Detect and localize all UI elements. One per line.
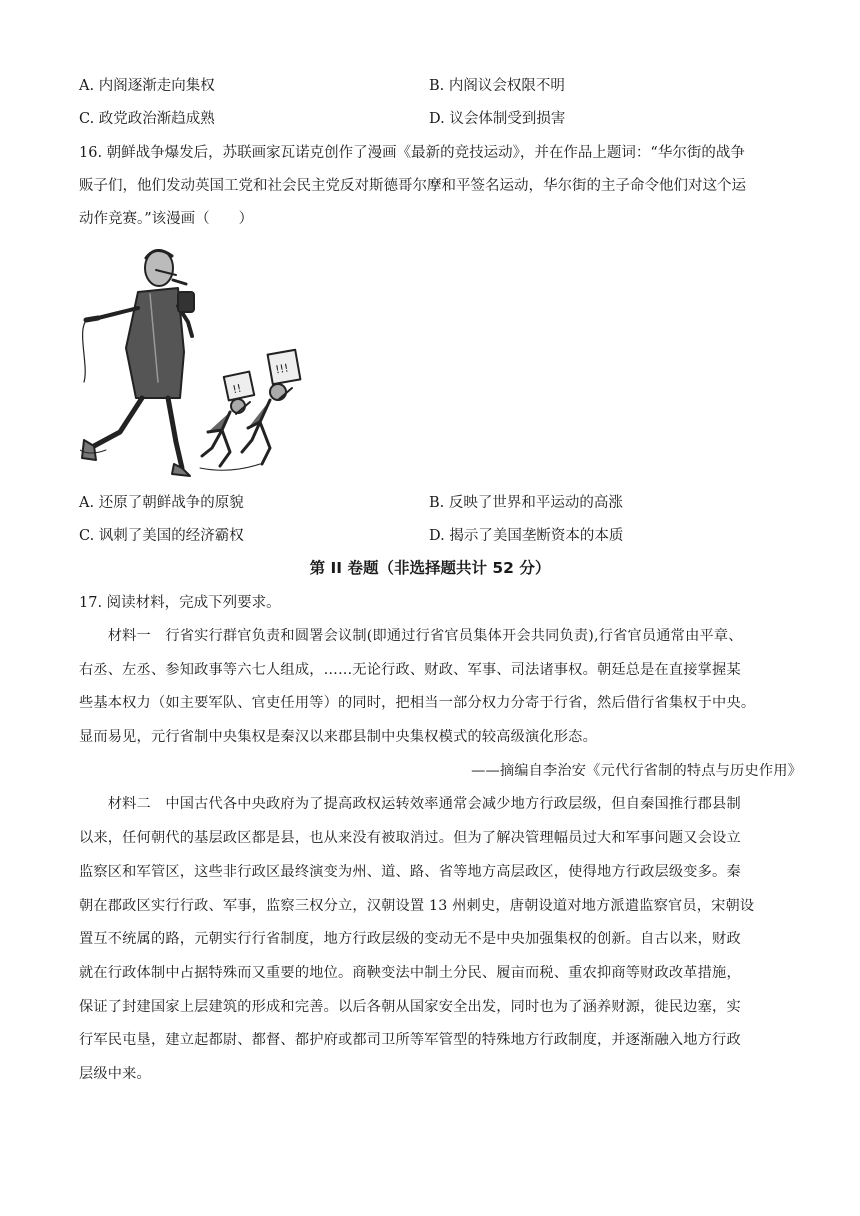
- material2-line-2: 以来，任何朝代的基层政区都是县，也从来没有被取消过。但为了解决管理幅员过大和军事问题又会设立: [79, 830, 741, 846]
- q15-option-d: D. 议会体制受到损害: [429, 111, 566, 127]
- material2-line-1: 材料二 中国古代各中央政府为了提高政权运转效率通常会减少地方行政层级，但自秦国推行郡县制: [79, 796, 741, 812]
- material2-line-9: 层级中来。: [79, 1066, 151, 1082]
- q16-stem-line-1: 16. 朝鲜战争爆发后，苏联画家瓦诺克创作了漫画《最新的竞技运动》，并在作品上题词：“华尔街的战争: [79, 145, 745, 161]
- material1-line-1: 材料一 行省实行群官负责和圆署会议制(即通过行省官员集体开会共同负责),行省官员通常由平章、: [79, 628, 743, 644]
- q15-option-b: B. 内阁议会权限不明: [429, 78, 565, 94]
- sign-left-text: !!: [231, 381, 243, 397]
- material2-line-8: 行军民屯垦，建立起都尉、都督、都护府或都司卫所等军管型的特殊地方行政制度，并逐渐融入地方行政: [79, 1032, 741, 1048]
- q17-stem: 17. 阅读材料，完成下列要求。: [79, 595, 281, 611]
- q15-option-a: A. 内阁逐渐走向集权: [79, 78, 215, 94]
- q16-option-d: D. 揭示了美国垄断资本的本质: [429, 528, 624, 544]
- material1-line-3: 些基本权力（如主要军队、官吏任用等）的同时，把相当一部分权力分寄于行省，然后借行省集权于中央。: [79, 695, 756, 711]
- sign-right-text: !!!: [274, 361, 290, 377]
- section-title: 第 II 卷题（非选择题共计 52 分）: [309, 559, 551, 577]
- material1-line-2: 右丞、左丞、参知政事等六七人组成，……无论行政、财政、军事、司法诸事权。朝廷总是在直接掌握某: [79, 662, 741, 678]
- material2-line-6: 就在行政体制中占据特殊而又重要的地位。商鞅变法中制土分民、履亩而税、重农抑商等财政改革措施，: [79, 965, 741, 981]
- q16-stem-line-3: 动作竞赛。”该漫画（ ）: [79, 211, 254, 227]
- material1-source: ——摘编自李治安《元代行省制的特点与历史作用》: [471, 763, 802, 779]
- material2-line-3: 监察区和军管区，这些非行政区最终演变为州、道、路、省等地方高层政区，使得地方行政层级变多。秦: [79, 864, 741, 880]
- material2-line-4: 朝在郡政区实行行政、军事，监察三权分立，汉朝设置 13 州刺史，唐朝设道对地方派遣监察官员，宋朝设: [79, 898, 755, 914]
- material2-line-5: 置互不统属的路，元朝实行行省制度，地方行政层级的变动无不是中央加强集权的创新。自古以来，财政: [79, 931, 741, 947]
- q16-option-c: C. 讽刺了美国的经济霸权: [79, 528, 244, 544]
- q16-option-a: A. 还原了朝鲜战争的原貌: [79, 495, 244, 511]
- q15-option-c: C. 政党政治渐趋成熟: [79, 111, 215, 127]
- q16-option-b: B. 反映了世界和平运动的高涨: [429, 495, 623, 511]
- q16-stem-line-2: 贩子们，他们发动英国工党和社会民主党反对斯德哥尔摩和平签名运动，华尔街的主子命令他们对这个运: [79, 178, 746, 194]
- material1-line-4: 显而易见，元行省制中央集权是秦汉以来郡县制中央集权模式的较高级演化形态。: [79, 729, 597, 745]
- cartoon-illustration: [80, 242, 320, 478]
- material2-line-7: 保证了封建国家上层建筑的形成和完善。以后各朝从国家安全出发，同时也为了涵养财源，徙民边塞，实: [79, 999, 741, 1015]
